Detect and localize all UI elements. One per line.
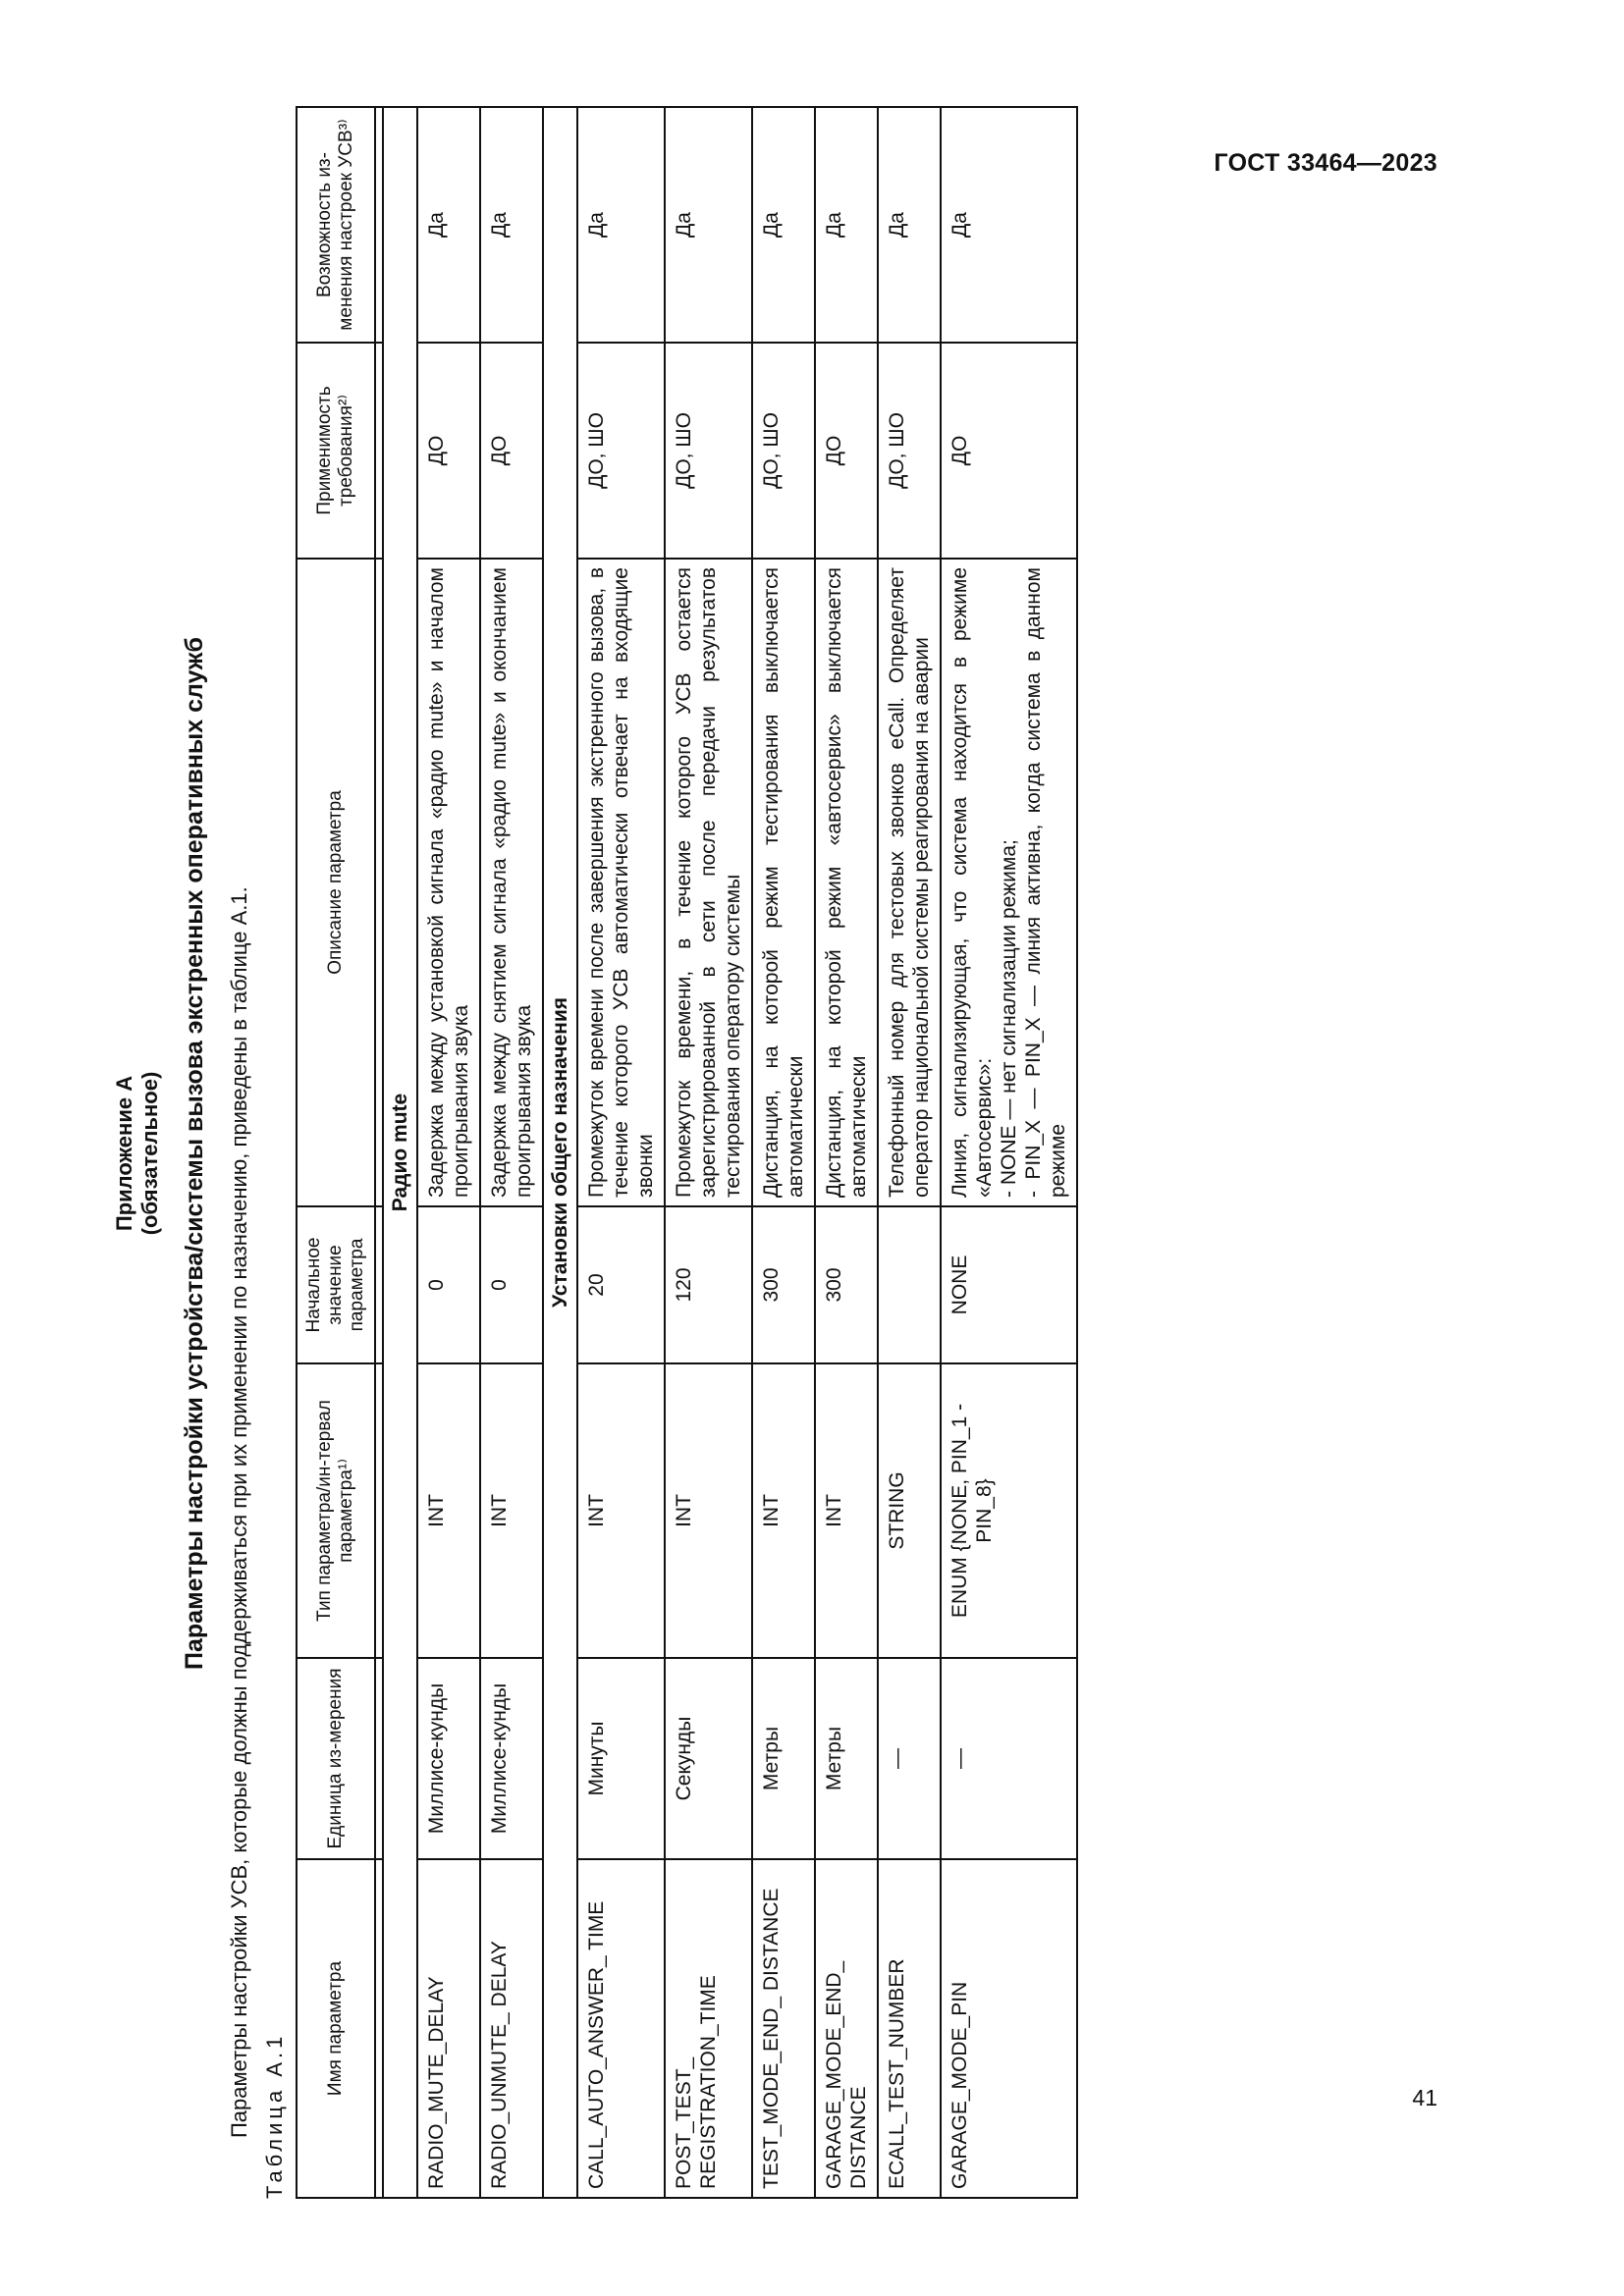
cell-applicability: ДО <box>480 343 543 559</box>
cell-name: RADIO_UNMUTE_ DELAY <box>480 1859 543 2198</box>
cell-description: Промежуток времени после завершения экстренного вызова, в течение которого УСВ автоматически отвечает на входящие звонки <box>577 559 665 1206</box>
table-row <box>480 107 543 2198</box>
header-spacer-row <box>375 107 383 2198</box>
cell-changeable: Да <box>752 107 815 343</box>
table-row <box>577 107 665 2198</box>
description-item: - PIN_X — PIN_X — линия активна, когда система в данном режиме <box>1022 567 1069 1198</box>
cell-name: TEST_MODE_END_ DISTANCE <box>752 1859 815 2198</box>
parameters-table <box>296 106 1078 2199</box>
cell-initial: 0 <box>480 1206 543 1363</box>
cell-changeable: Да <box>577 107 665 343</box>
cell-unit: Метры <box>815 1658 878 1859</box>
cell-type: INT <box>815 1363 878 1658</box>
cell-applicability: ДО, ШО <box>665 343 752 559</box>
cell-name: GARAGE_MODE_PIN <box>941 1859 1077 2198</box>
cell-name: ECALL_TEST_NUMBER <box>878 1859 941 2198</box>
col-header-description: Описание параметра <box>297 559 375 1206</box>
cell-description: Дистанция, на которой режим тестирования выключается автоматически <box>752 559 815 1206</box>
section-title: Радио mute <box>383 107 417 2198</box>
cell-description: Промежуток времени, в течение которого УСВ остается зарегистрированной в сети после передачи результатов тестирования оператору системы <box>665 559 752 1206</box>
cell-description: Дистанция, на которой режим «автосервис» выключается автоматически <box>815 559 878 1206</box>
cell-name: GARAGE_MODE_END_ DISTANCE <box>815 1859 878 2198</box>
col-header-unit: Единица из-мерения <box>297 1658 375 1859</box>
cell-applicability: ДО <box>417 343 480 559</box>
cell-initial: 300 <box>752 1206 815 1363</box>
cell-name: POST_TEST_ REGISTRATION_TIME <box>665 1859 752 2198</box>
annex-title: Параметры настройки устройства/системы вызова экстренных оперативных служб <box>181 637 208 1670</box>
table-header-row <box>297 107 375 2198</box>
cell-applicability: ДО, ШО <box>878 343 941 559</box>
cell-unit: Секунды <box>665 1658 752 1859</box>
cell-type: STRING <box>878 1363 941 1658</box>
description-text: Линия, сигнализирующая, что система находится в режиме «Автосервис»: <box>948 567 996 1198</box>
cell-initial: 20 <box>577 1206 665 1363</box>
cell-initial: 300 <box>815 1206 878 1363</box>
cell-type: INT <box>752 1363 815 1658</box>
section-row <box>543 107 577 2198</box>
cell-initial: NONE <box>941 1206 1077 1363</box>
cell-type: ENUM {NONE, PIN_1 - PIN_8} <box>941 1363 1077 1658</box>
col-header-changeable: Возможность из-менения настроек УСВ³⁾ <box>297 107 375 343</box>
cell-unit: Миллисе-кунды <box>480 1658 543 1859</box>
col-header-name: Имя параметра <box>297 1859 375 2198</box>
col-header-initial: Начальное значение параметра <box>297 1206 375 1363</box>
description-item: - NONE — нет сигнализации режима; <box>998 839 1020 1198</box>
landscape-page <box>108 108 1404 2199</box>
cell-initial: 0 <box>417 1206 480 1363</box>
table-row <box>878 107 941 2198</box>
table-row <box>815 107 878 2198</box>
cell-unit: — <box>941 1658 1077 1859</box>
table-row <box>665 107 752 2198</box>
table-row <box>941 107 1077 2198</box>
annex-heading <box>112 108 163 2199</box>
cell-applicability: ДО <box>941 343 1077 559</box>
cell-type: INT <box>417 1363 480 1658</box>
cell-type: INT <box>480 1363 543 1658</box>
col-header-applicability: Применимость требования²⁾ <box>297 343 375 559</box>
cell-type: INT <box>665 1363 752 1658</box>
cell-initial: 120 <box>665 1206 752 1363</box>
annex-label: Приложение А <box>112 1075 136 1232</box>
cell-applicability: ДО <box>815 343 878 559</box>
cell-description: Задержка между установкой сигнала «радио mute» и началом проигрывания звука <box>417 559 480 1206</box>
document-code: ГОСТ 33464—2023 <box>1214 149 1437 177</box>
cell-type: INT <box>577 1363 665 1658</box>
cell-unit: Метры <box>752 1658 815 1859</box>
cell-changeable: Да <box>480 107 543 343</box>
cell-applicability: ДО, ШО <box>752 343 815 559</box>
section-row <box>383 107 417 2198</box>
cell-description <box>941 559 1077 1206</box>
col-header-type: Тип параметра/ин-тервал параметра¹⁾ <box>297 1363 375 1658</box>
table-caption: Таблица А.1 <box>262 2032 287 2199</box>
table-row <box>752 107 815 2198</box>
section-title: Установки общего назначения <box>543 107 577 2198</box>
cell-initial <box>878 1206 941 1363</box>
cell-name: CALL_AUTO_ANSWER_ TIME <box>577 1859 665 2198</box>
cell-description: Телефонный номер для тестовых звонков eCall. Определяет оператор национальной системы реагирования на аварии <box>878 559 941 1206</box>
cell-changeable: Да <box>941 107 1077 343</box>
annex-status: (обязательное) <box>137 1071 162 1236</box>
cell-description: Задержка между снятием сигнала «радио mute» и окончанием проигрывания звука <box>480 559 543 1206</box>
cell-unit: Миллисе-кунды <box>417 1658 480 1859</box>
cell-changeable: Да <box>878 107 941 343</box>
intro-text: Параметры настройки УСВ, которые должны поддерживаться при их применении по назначению, приведены в таблице А.1. <box>227 886 251 2138</box>
rotated-content <box>108 108 1404 2199</box>
table-row <box>417 107 480 2198</box>
page-number: 41 <box>1412 2085 1437 2110</box>
cell-unit: Минуты <box>577 1658 665 1859</box>
cell-changeable: Да <box>815 107 878 343</box>
cell-applicability: ДО, ШО <box>577 343 665 559</box>
cell-changeable: Да <box>665 107 752 343</box>
cell-changeable: Да <box>417 107 480 343</box>
cell-unit: — <box>878 1658 941 1859</box>
cell-name: RADIO_MUTE_DELAY <box>417 1859 480 2198</box>
